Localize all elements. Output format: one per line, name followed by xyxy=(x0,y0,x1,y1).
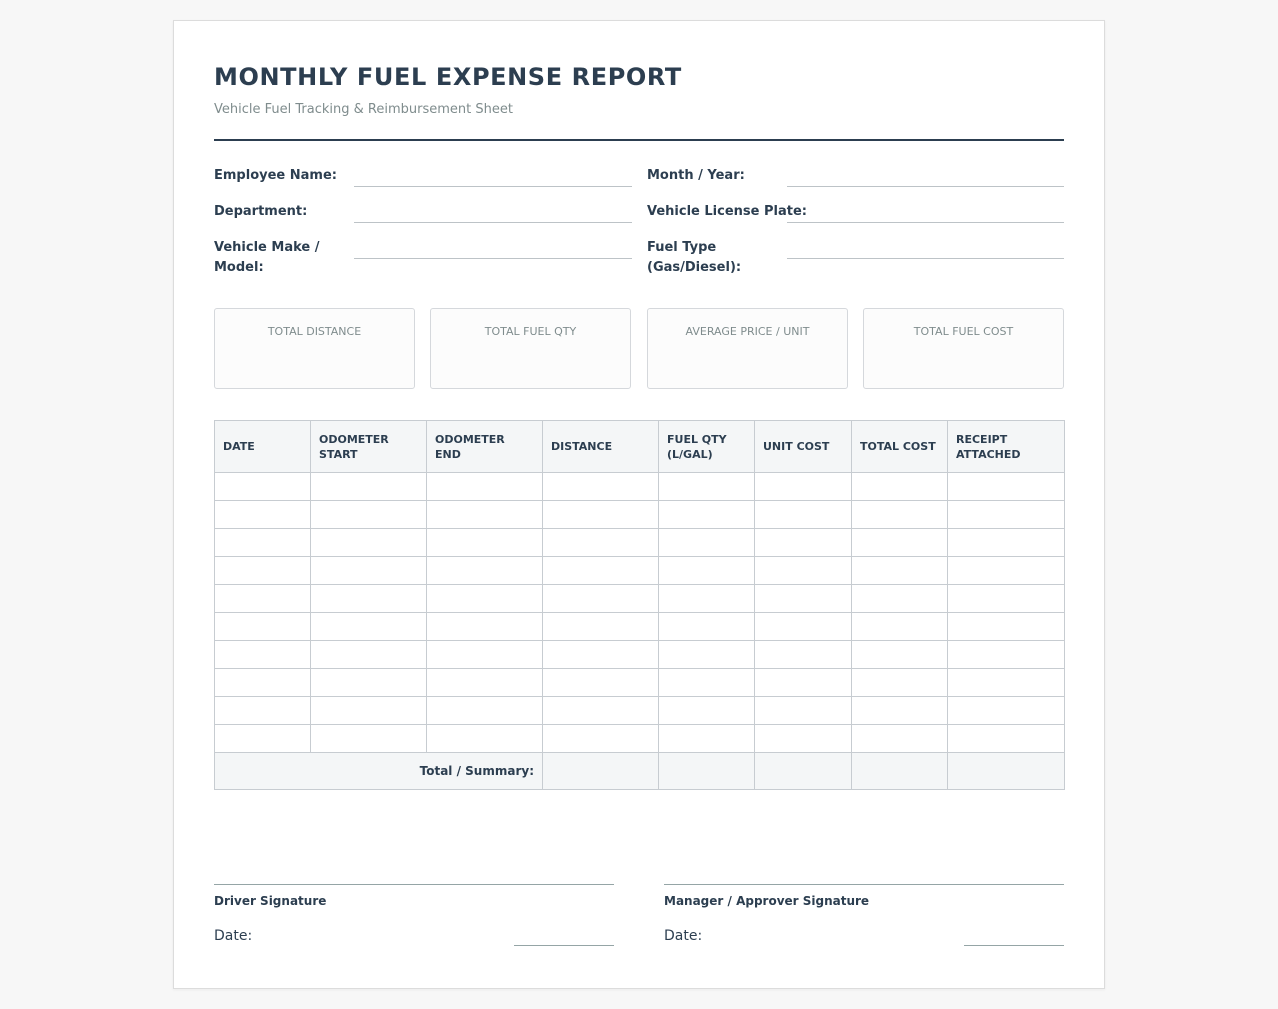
column-header-fuel-qty xyxy=(659,421,755,473)
table-cell[interactable] xyxy=(852,557,948,585)
month-year-label: Month / Year: xyxy=(647,168,745,183)
table-cell[interactable] xyxy=(948,613,1065,641)
receipt-header-line2: ATTACHED xyxy=(956,447,1021,461)
average-price-box xyxy=(647,308,848,389)
total-distance-label: TOTAL DISTANCE xyxy=(267,325,362,338)
table-cell[interactable] xyxy=(755,697,852,725)
table-cell[interactable] xyxy=(427,529,543,557)
fuel-qty-header-line1: FUEL QTY xyxy=(667,432,727,446)
table-cell[interactable] xyxy=(311,725,427,753)
table-cell[interactable] xyxy=(543,697,659,725)
table-cell[interactable] xyxy=(215,669,311,697)
column-header-receipt xyxy=(948,421,1065,473)
table-cell[interactable] xyxy=(948,669,1065,697)
receipt-header-line1: RECEIPT xyxy=(956,432,1008,446)
make-model-field xyxy=(214,238,632,280)
table-cell[interactable] xyxy=(659,557,755,585)
table-cell[interactable] xyxy=(659,529,755,557)
total-fuel-qty-label: TOTAL FUEL QTY xyxy=(484,325,577,338)
department-field xyxy=(214,202,632,224)
table-cell[interactable] xyxy=(755,529,852,557)
month-year-field xyxy=(647,166,1064,188)
table-row xyxy=(215,669,1065,697)
table-cell[interactable] xyxy=(755,501,852,529)
summary-receipt-cell[interactable] xyxy=(948,753,1065,790)
table-row xyxy=(215,501,1065,529)
column-header-date: DATE xyxy=(215,421,311,473)
table-cell[interactable] xyxy=(543,613,659,641)
table-cell[interactable] xyxy=(543,669,659,697)
fuel-type-label-line2: (Gas/Diesel): xyxy=(647,260,742,275)
table-cell[interactable] xyxy=(427,501,543,529)
table-cell[interactable] xyxy=(755,725,852,753)
table-cell[interactable] xyxy=(427,725,543,753)
table-cell[interactable] xyxy=(948,557,1065,585)
fuel-type-input-line[interactable] xyxy=(787,258,1064,259)
table-cell[interactable] xyxy=(215,529,311,557)
total-fuel-cost-box xyxy=(863,308,1064,389)
table-cell[interactable] xyxy=(659,669,755,697)
report-title: MONTHLY FUEL EXPENSE REPORT xyxy=(214,63,682,91)
table-cell[interactable] xyxy=(427,669,543,697)
summary-fuel-qty-cell[interactable] xyxy=(659,753,755,790)
summary-unit-cost-cell[interactable] xyxy=(755,753,852,790)
driver-date-label: Date: xyxy=(214,928,253,944)
table-cell[interactable] xyxy=(215,585,311,613)
table-cell[interactable] xyxy=(852,697,948,725)
table-cell[interactable] xyxy=(659,613,755,641)
table-cell[interactable] xyxy=(755,613,852,641)
department-label: Department: xyxy=(214,204,308,219)
table-cell[interactable] xyxy=(543,529,659,557)
table-cell[interactable] xyxy=(659,501,755,529)
table-cell[interactable] xyxy=(311,529,427,557)
report-page xyxy=(173,20,1105,989)
table-cell[interactable] xyxy=(948,501,1065,529)
employee-name-field xyxy=(214,166,632,188)
table-row xyxy=(215,585,1065,613)
table-cell[interactable] xyxy=(852,641,948,669)
table-cell[interactable] xyxy=(852,669,948,697)
table-cell[interactable] xyxy=(311,501,427,529)
table-cell[interactable] xyxy=(948,697,1065,725)
table-cell[interactable] xyxy=(311,585,427,613)
summary-row-label: Total / Summary: xyxy=(215,753,543,790)
make-model-label xyxy=(214,238,319,278)
table-cell[interactable] xyxy=(311,669,427,697)
table-cell[interactable] xyxy=(948,725,1065,753)
table-cell[interactable] xyxy=(659,473,755,501)
column-header-odometer-start: ODOMETER START xyxy=(311,421,427,473)
table-header-row xyxy=(215,421,1065,473)
driver-date-line[interactable] xyxy=(514,945,614,946)
column-header-total-cost: TOTAL COST xyxy=(852,421,948,473)
table-cell[interactable] xyxy=(948,473,1065,501)
fuel-type-field xyxy=(647,238,1064,280)
make-model-input-line[interactable] xyxy=(354,258,632,259)
manager-signature-label: Manager / Approver Signature xyxy=(664,894,870,908)
table-summary-row xyxy=(215,753,1065,790)
average-price-label: AVERAGE PRICE / UNIT xyxy=(685,325,810,338)
table-cell[interactable] xyxy=(852,613,948,641)
summary-total-cost-cell[interactable] xyxy=(852,753,948,790)
table-cell[interactable] xyxy=(311,473,427,501)
table-cell[interactable] xyxy=(427,613,543,641)
table-cell[interactable] xyxy=(311,641,427,669)
table-cell[interactable] xyxy=(311,557,427,585)
make-model-label-line1: Vehicle Make / xyxy=(214,240,320,255)
table-cell[interactable] xyxy=(755,557,852,585)
license-plate-field xyxy=(647,202,1064,224)
table-cell[interactable] xyxy=(215,613,311,641)
employee-name-input-line[interactable] xyxy=(354,186,632,187)
table-cell[interactable] xyxy=(215,725,311,753)
table-row xyxy=(215,641,1065,669)
department-input-line[interactable] xyxy=(354,222,632,223)
manager-date-line[interactable] xyxy=(964,945,1064,946)
table-row xyxy=(215,473,1065,501)
total-distance-box xyxy=(214,308,415,389)
table-cell[interactable] xyxy=(659,725,755,753)
license-plate-input-line[interactable] xyxy=(787,222,1064,223)
header-divider xyxy=(214,139,1064,141)
table-cell[interactable] xyxy=(215,697,311,725)
table-cell[interactable] xyxy=(215,641,311,669)
column-header-distance: DISTANCE xyxy=(543,421,659,473)
table-cell[interactable] xyxy=(543,585,659,613)
table-cell[interactable] xyxy=(427,585,543,613)
table-cell[interactable] xyxy=(215,473,311,501)
table-row xyxy=(215,697,1065,725)
table-cell[interactable] xyxy=(543,557,659,585)
table-cell[interactable] xyxy=(948,529,1065,557)
month-year-input-line[interactable] xyxy=(787,186,1064,187)
column-header-odometer-end: ODOMETER END xyxy=(427,421,543,473)
table-cell[interactable] xyxy=(852,725,948,753)
table-cell[interactable] xyxy=(659,585,755,613)
table-row xyxy=(215,725,1065,753)
table-cell[interactable] xyxy=(215,557,311,585)
table-body xyxy=(215,473,1065,790)
table-cell[interactable] xyxy=(311,613,427,641)
table-cell[interactable] xyxy=(427,473,543,501)
table-cell[interactable] xyxy=(659,697,755,725)
table-row xyxy=(215,529,1065,557)
table-cell[interactable] xyxy=(543,501,659,529)
table-row xyxy=(215,557,1065,585)
table-cell[interactable] xyxy=(948,641,1065,669)
make-model-label-line2: Model: xyxy=(214,260,264,275)
summary-distance-cell[interactable] xyxy=(543,753,659,790)
driver-signature-line[interactable] xyxy=(214,884,614,885)
manager-date-label: Date: xyxy=(664,928,703,944)
license-plate-label: Vehicle License Plate: xyxy=(647,204,807,219)
fuel-log-table xyxy=(214,420,1065,790)
report-subtitle: Vehicle Fuel Tracking & Reimbursement Sheet xyxy=(214,102,513,117)
table-cell[interactable] xyxy=(427,641,543,669)
driver-signature-label: Driver Signature xyxy=(214,894,327,908)
table-cell[interactable] xyxy=(852,501,948,529)
table-cell[interactable] xyxy=(755,473,852,501)
table-cell[interactable] xyxy=(427,697,543,725)
fuel-type-label-line1: Fuel Type xyxy=(647,240,717,255)
fuel-qty-header-line2: (L/GAL) xyxy=(667,447,713,461)
total-fuel-qty-box xyxy=(430,308,631,389)
table-cell[interactable] xyxy=(427,557,543,585)
table-cell[interactable] xyxy=(948,585,1065,613)
table-cell[interactable] xyxy=(755,641,852,669)
column-header-unit-cost: UNIT COST xyxy=(755,421,852,473)
fuel-type-label xyxy=(647,238,741,278)
table-cell[interactable] xyxy=(659,641,755,669)
table-cell[interactable] xyxy=(755,585,852,613)
table-cell[interactable] xyxy=(215,501,311,529)
table-cell[interactable] xyxy=(852,473,948,501)
table-cell[interactable] xyxy=(543,725,659,753)
table-row xyxy=(215,613,1065,641)
table-cell[interactable] xyxy=(852,529,948,557)
total-fuel-cost-label: TOTAL FUEL COST xyxy=(913,325,1014,338)
manager-signature-line[interactable] xyxy=(664,884,1064,885)
table-cell[interactable] xyxy=(311,697,427,725)
table-cell[interactable] xyxy=(543,473,659,501)
table-cell[interactable] xyxy=(755,669,852,697)
employee-name-label: Employee Name: xyxy=(214,168,337,183)
table-cell[interactable] xyxy=(852,585,948,613)
table-cell[interactable] xyxy=(543,641,659,669)
